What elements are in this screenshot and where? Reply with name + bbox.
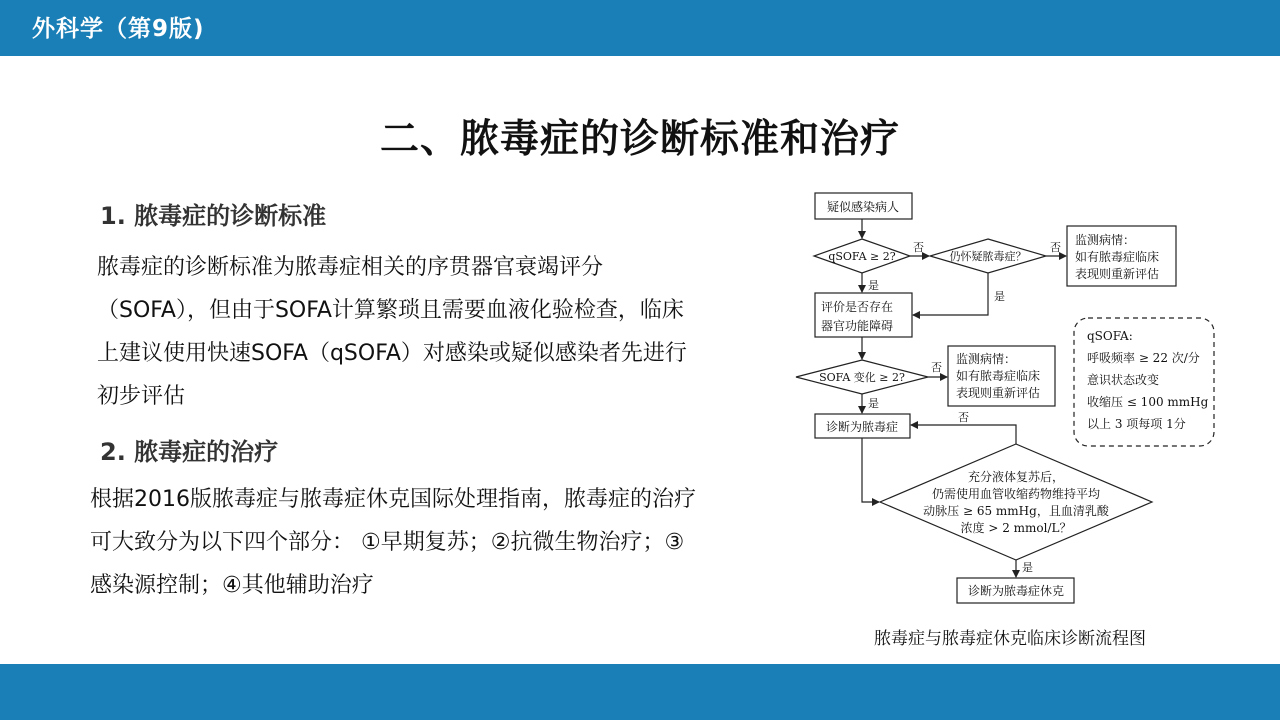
- diagnose-sepsis-label: 诊断为脓毒症: [825, 420, 899, 434]
- monitor1-line: 表现则重新评估: [1075, 267, 1160, 281]
- section1-line: （SOFA），但由于SOFA计算繁琐且需要血液化验检查，临床: [97, 298, 684, 323]
- sepsis-flowchart: [790, 184, 1230, 614]
- qsofa-criteria-line: 以上 3 项每项 1分: [1087, 417, 1186, 431]
- yes-label: 是: [994, 290, 1005, 303]
- course-title: 外科学（第9版): [32, 16, 205, 42]
- qsofa-criteria-line: qSOFA:: [1087, 329, 1133, 343]
- flowchart-caption: 脓毒症与脓毒症休克临床诊断流程图: [874, 629, 1146, 649]
- sofa-question: SOFA 变化 ≥ 2?: [819, 371, 905, 384]
- section1-line: 上建议使用快速SOFA（qSOFA）对感染或疑似感染者先进行: [97, 341, 687, 366]
- shock-question-line: 充分液体复苏后，: [967, 470, 1065, 484]
- qsofa-criteria-line: 呼吸频率 ≥ 22 次/分: [1087, 351, 1200, 365]
- diagnose-shock-label: 诊断为脓毒症休克: [967, 584, 1065, 598]
- evaluate-line: 评价是否存在: [821, 300, 894, 314]
- section2-text: [90, 478, 760, 607]
- section2-heading: 2. 脓毒症的治疗: [100, 438, 279, 466]
- still-suspect-question: 仍怀疑脓毒症？: [949, 250, 1027, 263]
- section2-line: 可大致分为以下四个部分： ①早期复苏；②抗微生物治疗；③: [90, 530, 685, 555]
- yes-label: 是: [1022, 561, 1033, 574]
- section1-text: [97, 246, 757, 418]
- qsofa-criteria-line: 意识状态改变: [1087, 373, 1160, 387]
- yes-label: 是: [868, 397, 879, 410]
- yes-label: 是: [868, 279, 879, 292]
- section1-heading: 1. 脓毒症的诊断标准: [100, 202, 327, 230]
- qsofa-question: qSOFA ≥ 2?: [828, 250, 896, 263]
- monitor1-line: 如有脓毒症临床: [1075, 250, 1160, 264]
- suspected-label: 疑似感染病人: [826, 200, 900, 214]
- section2-line: 感染源控制；④其他辅助治疗: [90, 573, 374, 598]
- monitor2-line: 如有脓毒症临床: [956, 369, 1041, 383]
- evaluate-line: 器官功能障碍: [821, 319, 894, 333]
- qsofa-criteria-line: 收缩压 ≤ 100 mmHg: [1087, 395, 1209, 409]
- monitor1-line: 监测病情：: [1075, 233, 1136, 247]
- section2-line: 根据2016版脓毒症与脓毒症休克国际处理指南，脓毒症的治疗: [90, 487, 696, 512]
- header-bar: [0, 0, 1280, 56]
- no-label: 否: [958, 411, 969, 424]
- section1-line: 脓毒症的诊断标准为脓毒症相关的序贯器官衰竭评分: [97, 255, 604, 280]
- no-label: 否: [1050, 241, 1061, 254]
- shock-question-line: 浓度 > 2 mmol/L？: [960, 521, 1072, 535]
- no-label: 否: [931, 361, 942, 374]
- footer-bar: [0, 664, 1280, 720]
- monitor2-line: 表现则重新评估: [956, 386, 1041, 400]
- slide-title: 二、脓毒症的诊断标准和治疗: [379, 117, 900, 162]
- shock-diamond: [880, 444, 1152, 560]
- shock-question-line: 动脉压 ≥ 65 mmHg，且血清乳酸: [923, 504, 1109, 518]
- section1-line: 初步评估: [97, 384, 186, 409]
- monitor2-line: 监测病情：: [956, 352, 1017, 366]
- no-label: 否: [913, 241, 924, 254]
- shock-question-line: 仍需使用血管收缩药物维持平均: [931, 487, 1101, 501]
